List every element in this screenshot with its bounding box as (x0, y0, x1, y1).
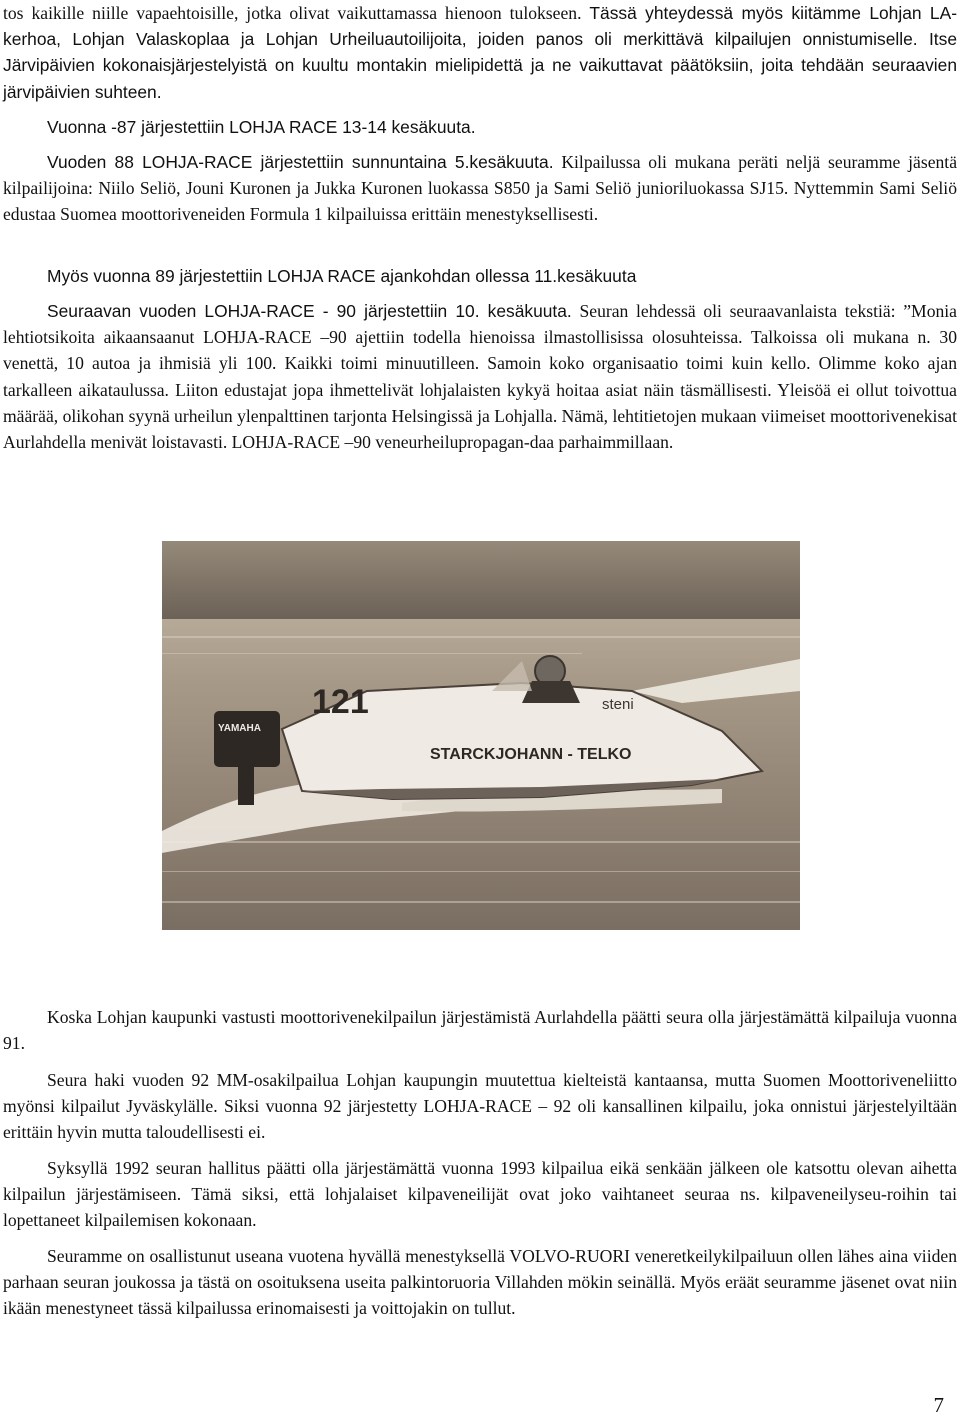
paragraph-race-89: Myös vuonna 89 järjestettiin LOHJA RACE ajankohdan ollessa 11.kesäkuuta (47, 266, 637, 286)
paragraph-thanks-part2: Tässä yhteydessä myös kiitämme Lohjan LA-kerhoa, Lohjan Valaskoplaa ja Lohjan Urheiluautoilijoita, joiden panos oli merkittävä kilpailujen onnistumiselle. Itse Järvipäivien kokonaisjärjestelyistä on kuultu montakin mielipidettä ja ne vaikuttavat päätöksiin, joita tehdään seuraavien järvipäivien suhteen. (3, 3, 957, 102)
boat-sponsor-logo: steni (602, 696, 634, 713)
paragraph-thanks-part1: tos kaikille niille vapaehtoisille, jotka olivat vaikuttamassa hienoon tulokseen. (3, 3, 590, 23)
paragraph-race-90-part2: Seuran lehdessä oli seuraavanlaista tekstiä: ”Monia lehtiotsikoita aikaansaanut LOHJA-RACE –90 ajettiin todella hienoissa ilmastollisissa olosuhteissa. Talkoissa oli mukana n. 30 venettä, 10 autoa ja ihmisiä yli 100. Kaikki toimi minuutilleen. Samoin koko organisaatio toimi kuin kello. Olimme koko ajan tarkalleen aikataulussa. Liiton edustajat jopa ihmettelivät lohjalaisten kykyä hoitaa asiat näin täsmällisesti. Yleisöä ei ollut toivottua määrää, olikohan syynä urheilun ylenpalttinen tarjonta Helsingissä ja Lohjalla. Nämä, lehtitietojen mukaan viimeiset moottorivenekisat Aurlahdella menivät loistavasti. LOHJA-RACE –90 veneurheilupropagan-daa parhaimmillaan. (3, 301, 957, 453)
boat-engine-leg (238, 765, 254, 805)
paragraph-race-87: Vuonna -87 järjestettiin LOHJA RACE 13-14 kesäkuuta. (47, 117, 476, 137)
paragraph-race-88 (3, 149, 957, 228)
paragraph-race-88-part2: Kilpailussa oli mukana peräti neljä seuramme jäsentä kilpailijoina: Niilo Seliö, Jouni Kuronen ja Jukka Kuronen luokassa S850 ja Sami Seliö junioriluokassa SJ15. Nyttemmin Sami Seliö edustaa Suomea moottoriveneiden Formula 1 kilpailuissa erittäin menestyksellisesti. (3, 152, 957, 225)
photo-far-shore (162, 541, 800, 619)
boat-engine (214, 711, 280, 767)
boat-driver-body (522, 681, 580, 703)
boat-engine-brand: YAMAHA (218, 723, 261, 734)
paragraph-race-88-part1: Vuoden 88 LOHJA-RACE järjestettiin sunnuntaina 5.kesäkuuta. (47, 152, 554, 172)
race-boat-photo (162, 541, 800, 930)
paragraph-race-91: Koska Lohjan kaupunki vastusti moottorivenekilpailun järjestämistä Aurlahdella päätti seura olla järjestämättä kilpailuja vuonna 91. (3, 1007, 957, 1054)
paragraph-race-92: Seura haki vuoden 92 MM-osakilpailua Lohjan kaupungin muutettua kielteistä kantaansa, mutta Suomen Moottoriveneliitto myönsi kilpailut Jyväskylälle. Siksi vuonna 92 järjestetty LOHJA-RACE – 92 oli kansallinen kilpailu, joka onnistui järjestelyiltään erittäin hyvin mutta taloudellisesti ei. (3, 1070, 957, 1143)
paragraph-race-90-part1: Seuraavan vuoden LOHJA-RACE - 90 järjestettiin 10. kesäkuuta. (47, 301, 572, 321)
paragraph-decision-1993: Syksyllä 1992 seuran hallitus päätti olla järjestämättä vuonna 1993 kilpailua eikä senkään jälkeen ole katsottu olevan aihetta kilpailun järjestämiseen. Tämä siksi, että lohjalaiset kilpaveneilijät ovat joko vaihtaneet seuraa ns. kilpaveneilyseu-roihin tai lopettaneet kilpailemisen kokonaan. (3, 1158, 957, 1231)
paragraph-race-90 (3, 298, 957, 455)
boat-number: 121 (312, 683, 369, 721)
boat-hull-text: STARCKJOHANN - TELKO (430, 746, 632, 763)
page-number: 7 (933, 1393, 944, 1417)
paragraph-volvo-ruori: Seuramme on osallistunut useana vuotena hyvällä menestyksellä VOLVO-RUORI veneretkeilykilpailuun ollen lähes aina viiden parhaan seuran joukossa ja tästä on osoituksena useita palkintoruoria Villahden mökin seinällä. Myös eräät seuramme jäsenet ovat niin ikään menestyneet tässä kilpailussa erinomaisesti ja voittojakin on tullut. (3, 1246, 957, 1319)
paragraph-thanks (3, 0, 957, 105)
